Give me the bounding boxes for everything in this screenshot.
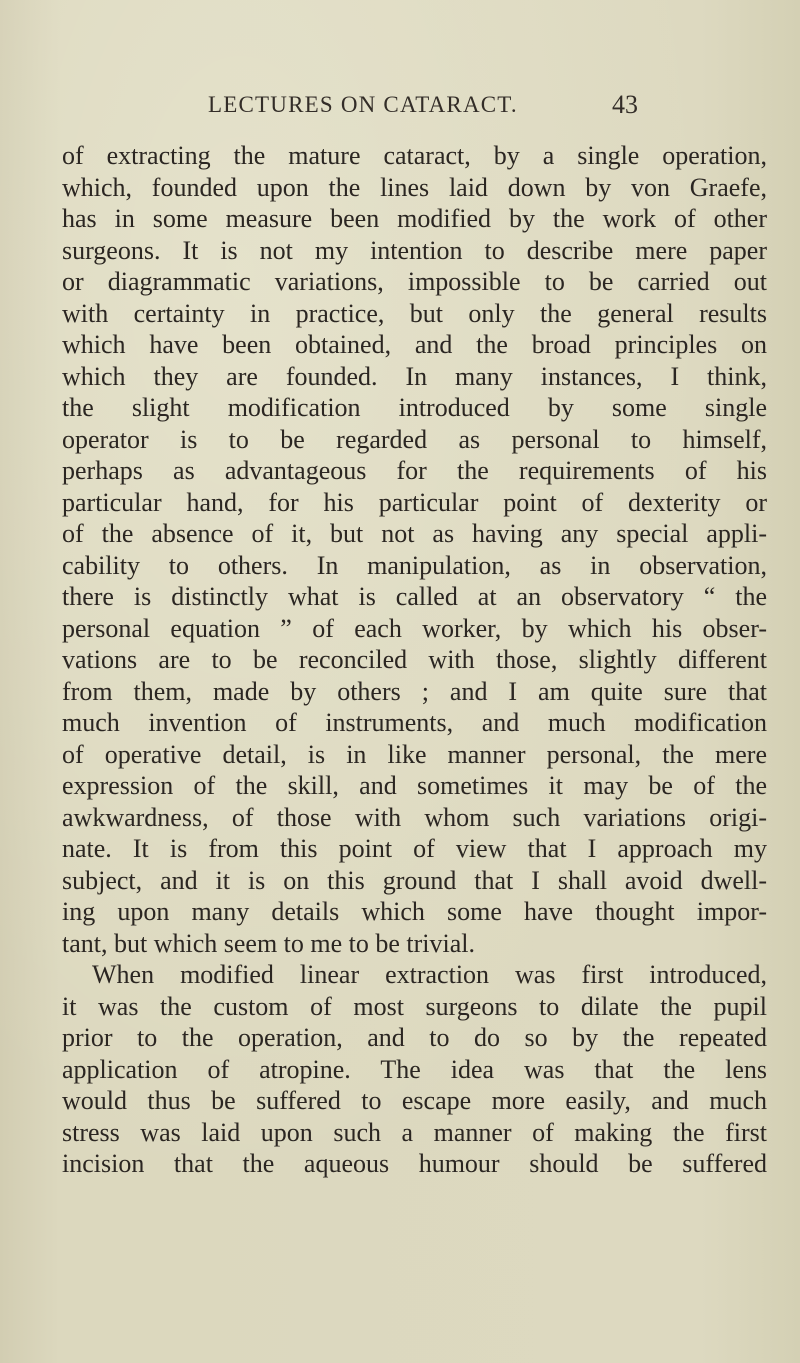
text-line: the slight modification introduced by some single [62, 393, 767, 422]
text-line: cability to others. In manipulation, as in observation, [62, 550, 767, 580]
text-line: surgeons. It is not my intention to describe mere paper [62, 235, 767, 265]
page-number: 43 [612, 90, 638, 119]
text-line: personal equation ” of each worker, by which his obser- [62, 613, 767, 643]
text-line: it was the custom of most surgeons to dilate the pupil [62, 991, 767, 1021]
text-line: of the absence of it, but not as having any special appli- [62, 519, 767, 548]
text-line: with certainty in practice, but only the general results [62, 298, 767, 328]
paragraph-start-line: When modified linear extraction was first introduced, [92, 960, 767, 989]
text-line: particular hand, for his particular point of dexterity or [62, 487, 767, 517]
body-text [62, 140, 767, 1180]
text-line: of extracting the mature cataract, by a single operation, [62, 141, 767, 170]
page-header [0, 92, 800, 132]
text-line: which, founded upon the lines laid down by von Graefe, [62, 172, 767, 202]
text-line: much invention of instruments, and much modification [62, 708, 767, 737]
text-line: would thus be suffered to escape more easily, and much [62, 1086, 767, 1115]
text-line: or diagrammatic variations, impossible to be carried out [62, 267, 767, 296]
text-line: of operative detail, is in like manner personal, the mere [62, 739, 767, 769]
text-line: ing upon many details which some have thought impor- [62, 897, 767, 926]
text-line: awkwardness, of those with whom such variations origi- [62, 802, 767, 832]
text-line: which they are founded. In many instances, I think, [62, 361, 767, 391]
text-line: incision that the aqueous humour should be suffered [62, 1149, 767, 1178]
text-line: stress was laid upon such a manner of making the first [62, 1117, 767, 1147]
text-line: perhaps as advantageous for the requirements of his [62, 456, 767, 485]
text-line: operator is to be regarded as personal to himself, [62, 424, 767, 454]
text-line: has in some measure been modified by the work of other [62, 204, 767, 233]
text-line: application of atropine. The idea was that the lens [62, 1054, 767, 1084]
text-line: which have been obtained, and the broad principles on [62, 330, 767, 359]
text-line: expression of the skill, and sometimes it may be of the [62, 771, 767, 800]
running-title: LECTURES ON CATARACT. [208, 92, 518, 117]
text-line: prior to the operation, and to do so by the repeated [62, 1023, 767, 1052]
text-line: there is distinctly what is called at an observatory “ the [62, 582, 767, 611]
text-line: vations are to be reconciled with those, slightly different [62, 645, 767, 674]
text-line: nate. It is from this point of view that I approach my [62, 834, 767, 863]
text-line: subject, and it is on this ground that I shall avoid dwell- [62, 865, 767, 895]
paragraph-end-line: tant, but which seem to me to be trivial. [62, 928, 476, 958]
text-line: from them, made by others ; and I am quite sure that [62, 676, 767, 706]
